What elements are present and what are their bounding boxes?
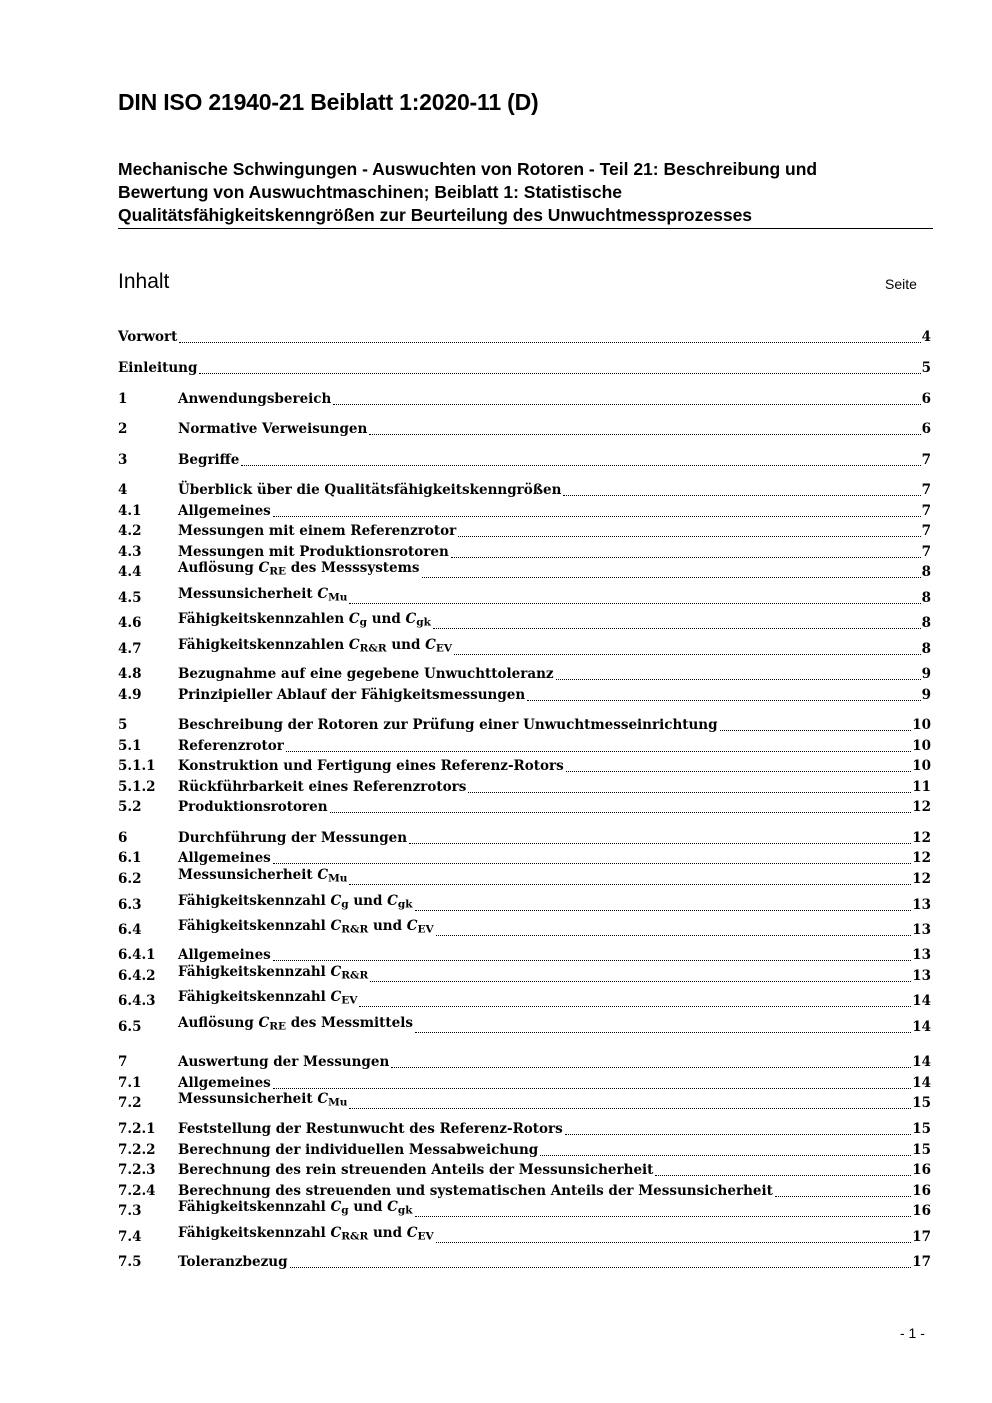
subtitle-line: Bewertung von Auswuchtmaschinen; Beiblatt 1: Statistische (118, 182, 623, 202)
toc-entry-title: Begriffe (178, 452, 240, 468)
toc-entry-title: Fähigkeitskennzahl $C_g$ und $C_{gk}$ (178, 893, 413, 911)
toc-entry-page: 12 (912, 799, 931, 815)
toc-entry-page: 13 (912, 968, 931, 984)
toc-dot-leader (655, 1175, 911, 1176)
toc-entry-title: Einleitung (118, 360, 198, 376)
toc-entry-title: Fähigkeitskennzahl $C_{R\&R}$ und $C_{EV}$ (178, 1225, 434, 1243)
toc-dot-leader (273, 960, 911, 961)
toc-entry[interactable] (118, 754, 931, 775)
toc-entry-number: 4.8 (118, 666, 142, 682)
toc-entry-title: Allgemeines (178, 850, 271, 866)
toc-entry-title: Messungen mit Produktionsrotoren (178, 544, 449, 560)
toc-entry-title: Messunsicherheit $C_{Mu}$ (178, 1091, 348, 1109)
toc-dot-leader (391, 1067, 911, 1068)
toc-entry[interactable] (118, 683, 931, 704)
toc-entry[interactable] (118, 448, 931, 469)
toc-entry[interactable] (118, 1158, 931, 1179)
toc-entry-title: Allgemeines (178, 1075, 271, 1091)
toc-entry-page: 7 (921, 523, 931, 539)
toc-entry-title: Anwendungsbereich (178, 391, 332, 407)
toc-entry-title: Messungen mit einem Referenzrotor (178, 523, 457, 539)
toc-entry[interactable] (118, 943, 931, 964)
toc-dot-leader (241, 465, 920, 466)
subtitle-line: Qualitätsfähigkeitskenngrößen zur Beurteilung des Unwuchtmessprozesses (118, 205, 753, 225)
toc-entry-page: 14 (912, 993, 931, 1009)
toc-entry-number: 6.5 (118, 1019, 142, 1035)
toc-entry-title: Fähigkeitskennzahl $C_g$ und $C_{gk}$ (178, 1199, 413, 1217)
toc-dot-leader (775, 1196, 911, 1197)
toc-entry[interactable] (118, 1050, 931, 1071)
toc-entry[interactable] (118, 964, 931, 985)
toc-entry-page: 15 (912, 1095, 931, 1111)
toc-dot-leader (359, 1006, 911, 1007)
toc-entry[interactable] (118, 519, 931, 540)
toc-dot-leader (436, 935, 912, 936)
toc-entry-page: 4 (921, 329, 931, 345)
toc-entry[interactable] (118, 1091, 931, 1112)
toc-dot-leader (349, 884, 911, 885)
toc-entry-page: 14 (912, 1075, 931, 1091)
toc-entry-page: 12 (912, 830, 931, 846)
toc-entry-number: 5.1.2 (118, 779, 156, 795)
toc-entry[interactable] (118, 1117, 931, 1138)
toc-entry[interactable] (118, 775, 931, 796)
toc-entry-title: Berechnung des streuenden und systematischen Anteils der Messunsicherheit (178, 1183, 773, 1199)
toc-entry-number: 2 (118, 421, 128, 437)
toc-entry[interactable] (118, 713, 931, 734)
toc-entry-page: 8 (921, 641, 931, 657)
toc-dot-leader (468, 792, 911, 793)
toc-entry-number: 6.4.3 (118, 993, 156, 1009)
toc-dot-leader (415, 1032, 911, 1033)
toc-dot-leader (458, 536, 920, 537)
toc-entry-page: 13 (912, 947, 931, 963)
document-title: DIN ISO 21940-21 Beiblatt 1:2020-11 (D) (118, 89, 539, 115)
toc-dot-leader (273, 863, 911, 864)
toc-entry-page: 10 (912, 738, 931, 754)
toc-entry-number: 5.2 (118, 799, 142, 815)
subtitle-line: Mechanische Schwingungen - Auswuchten von Rotoren - Teil 21: Beschreibung und (118, 159, 818, 179)
toc-entry-page: 7 (921, 482, 931, 498)
toc-dot-leader (273, 1088, 911, 1089)
toc-entry-number: 7.5 (118, 1254, 142, 1270)
toc-dot-leader (454, 654, 921, 655)
toc-entry-number: 4.1 (118, 503, 142, 519)
toc-entry-number: 7.1 (118, 1075, 142, 1091)
toc-entry-title: Allgemeines (178, 947, 271, 963)
toc-entry-page: 13 (912, 897, 931, 913)
toc-dot-leader (566, 771, 911, 772)
toc-entry-number: 4.9 (118, 687, 142, 703)
toc-entry-page: 16 (912, 1203, 931, 1219)
toc-entry[interactable] (118, 417, 931, 438)
toc-entry-title: Beschreibung der Rotoren zur Prüfung einer Unwuchtmesseinrichtung (178, 717, 718, 733)
toc-entry-title: Messunsicherheit $C_{Mu}$ (178, 867, 348, 885)
toc-entry[interactable] (118, 1250, 931, 1271)
toc-dot-leader (199, 373, 920, 374)
toc-dot-leader (563, 495, 920, 496)
toc-entry-title: Auflösung $C_{RE}$ des Messmittels (178, 1015, 413, 1033)
toc-entry-number: 4.3 (118, 544, 142, 560)
toc-dot-leader (527, 700, 920, 701)
toc-entry[interactable] (118, 1225, 931, 1246)
toc-entry-title: Feststellung der Restunwucht des Referenz-Rotors (178, 1121, 563, 1137)
toc-entry-number: 5.1 (118, 738, 142, 754)
toc-dot-leader (540, 1155, 911, 1156)
toc-entry-title: Messunsicherheit $C_{Mu}$ (178, 586, 348, 604)
toc-entry[interactable] (118, 478, 931, 499)
toc-entry-page: 14 (912, 1054, 931, 1070)
toc-entry-title: Normative Verweisungen (178, 421, 368, 437)
toc-entry-title: Konstruktion und Fertigung eines Referenz-Rotors (178, 758, 564, 774)
toc-entry-number: 6.1 (118, 850, 142, 866)
toc-entry-number: 7.2.2 (118, 1142, 156, 1158)
toc-entry[interactable] (118, 586, 931, 607)
toc-entry-page: 15 (912, 1142, 931, 1158)
toc-entry[interactable] (118, 499, 931, 520)
toc-dot-leader (370, 981, 911, 982)
toc-entry-title: Fähigkeitskennzahlen $C_g$ und $C_{gk}$ (178, 611, 431, 629)
toc-entry-number: 6.4.1 (118, 947, 156, 963)
toc-entry-title: Vorwort (118, 329, 178, 345)
toc-entry-page: 12 (912, 871, 931, 887)
toc-entry-page: 7 (921, 452, 931, 468)
toc-entry[interactable] (118, 560, 931, 581)
toc-entry-page: 8 (921, 615, 931, 631)
toc-entry[interactable] (118, 734, 931, 755)
toc-entry-number: 7.2.1 (118, 1121, 156, 1137)
toc-entry-number: 5.1.1 (118, 758, 156, 774)
toc-entry[interactable] (118, 611, 931, 632)
toc-entry-number: 7.4 (118, 1229, 142, 1245)
toc-dot-leader (556, 679, 921, 680)
toc-entry-page: 7 (921, 503, 931, 519)
toc-entry[interactable] (118, 893, 931, 914)
toc-entry-number: 1 (118, 391, 128, 407)
toc-entry-title: Berechnung der individuellen Messabweichung (178, 1142, 539, 1158)
toc-entry-page: 17 (912, 1254, 931, 1270)
toc-entry-number: 3 (118, 452, 128, 468)
toc-heading: Inhalt (118, 270, 170, 293)
toc-entry-page: 16 (912, 1162, 931, 1178)
toc-entry-title: Auflösung $C_{RE}$ des Messsystems (178, 560, 420, 578)
toc-entry-title: Durchführung der Messungen (178, 830, 408, 846)
toc-entry-page: 11 (912, 779, 931, 795)
toc-entry-number: 7.2.4 (118, 1183, 156, 1199)
toc-entry-title: Fähigkeitskennzahl $C_{R\&R}$ (178, 964, 369, 982)
toc-entry-page: 7 (921, 544, 931, 560)
toc-entry-title: Prinzipieller Ablauf der Fähigkeitsmessungen (178, 687, 526, 703)
toc-entry-number: 4.5 (118, 590, 142, 606)
toc-entry-page: 6 (921, 391, 931, 407)
toc-entry[interactable] (118, 356, 931, 377)
document-subtitle (118, 158, 933, 229)
toc-entry-page: 8 (921, 564, 931, 580)
toc-entry[interactable] (118, 637, 931, 658)
toc-entry-page: 17 (912, 1229, 931, 1245)
toc-dot-leader (433, 628, 921, 629)
toc-entry-number: 4.6 (118, 615, 142, 631)
toc-dot-leader (720, 730, 912, 731)
toc-entry[interactable] (118, 1138, 931, 1159)
page-column-label: Seite (885, 276, 917, 292)
toc-entry[interactable] (118, 826, 931, 847)
toc-entry-page: 12 (912, 850, 931, 866)
toc-entry[interactable] (118, 1179, 931, 1200)
toc-entry[interactable] (118, 662, 931, 683)
toc-entry[interactable] (118, 918, 931, 939)
toc-entry-number: 5 (118, 717, 128, 733)
toc-entry-number: 4.2 (118, 523, 142, 539)
toc-entry-page: 9 (921, 687, 931, 703)
toc-entry-page: 15 (912, 1121, 931, 1137)
toc-entry-number: 4 (118, 482, 128, 498)
toc-dot-leader (415, 910, 912, 911)
toc-entry-title: Überblick über die Qualitätsfähigkeitskenngrößen (178, 482, 562, 498)
toc-entry-page: 10 (912, 758, 931, 774)
toc-entry-page: 8 (921, 590, 931, 606)
toc-entry[interactable] (118, 1199, 931, 1220)
toc-entry[interactable] (118, 1071, 931, 1092)
toc-entry-number: 4.4 (118, 564, 142, 580)
toc-entry[interactable] (118, 540, 931, 561)
toc-dot-leader (415, 1216, 912, 1217)
toc-entry[interactable] (118, 989, 931, 1010)
toc-entry[interactable] (118, 325, 931, 346)
toc-entry-number: 6.4 (118, 922, 142, 938)
toc-entry-title: Produktionsrotoren (178, 799, 328, 815)
toc-entry-page: 6 (921, 421, 931, 437)
toc-entry-title: Berechnung des rein streuenden Anteils der Messunsicherheit (178, 1162, 654, 1178)
toc-entry-number: 6.4.2 (118, 968, 156, 984)
toc-entry-page: 9 (921, 666, 931, 682)
toc-entry-title: Fähigkeitskennzahl $C_{EV}$ (178, 989, 358, 1007)
toc-entry-title: Auswertung der Messungen (178, 1054, 390, 1070)
toc-entry-number: 7 (118, 1054, 128, 1070)
toc-dot-leader (179, 342, 920, 343)
toc-entry-page: 13 (912, 922, 931, 938)
toc-entry-page: 10 (912, 717, 931, 733)
toc-entry[interactable] (118, 846, 931, 867)
toc-entry-number: 6 (118, 830, 128, 846)
toc-entry[interactable] (118, 1015, 931, 1036)
toc-entry-page: 16 (912, 1183, 931, 1199)
toc-entry[interactable] (118, 795, 931, 816)
toc-entry-page: 5 (921, 360, 931, 376)
toc-entry-title: Toleranzbezug (178, 1254, 288, 1270)
toc-entry-title: Rückführbarkeit eines Referenzrotors (178, 779, 467, 795)
toc-entry-title: Fähigkeitskennzahl $C_{R\&R}$ und $C_{EV}$ (178, 918, 434, 936)
toc-entry-title: Referenzrotor (178, 738, 284, 754)
toc-dot-leader (422, 577, 921, 578)
toc-entry[interactable] (118, 867, 931, 888)
toc-entry-number: 4.7 (118, 641, 142, 657)
toc-dot-leader (330, 812, 912, 813)
toc-dot-leader (451, 557, 921, 558)
toc-entry-page: 14 (912, 1019, 931, 1035)
toc-dot-leader (273, 516, 921, 517)
toc-dot-leader (409, 843, 911, 844)
toc-dot-leader (369, 434, 920, 435)
toc-dot-leader (286, 751, 911, 752)
toc-entry[interactable] (118, 387, 931, 408)
toc-dot-leader (349, 1108, 911, 1109)
toc-entry-number: 7.2.3 (118, 1162, 156, 1178)
toc-entry-number: 7.2 (118, 1095, 142, 1111)
toc-entry-title: Allgemeines (178, 503, 271, 519)
toc-entry-title: Bezugnahme auf eine gegebene Unwuchttoleranz (178, 666, 554, 682)
toc-entry-number: 6.3 (118, 897, 142, 913)
toc-dot-leader (565, 1134, 911, 1135)
toc-entry-number: 7.3 (118, 1203, 142, 1219)
toc-entry-number: 6.2 (118, 871, 142, 887)
toc-entry-title: Fähigkeitskennzahlen $C_{R\&R}$ und $C_{EV}$ (178, 637, 453, 655)
toc-dot-leader (290, 1267, 912, 1268)
toc-dot-leader (436, 1242, 912, 1243)
toc-dot-leader (333, 404, 920, 405)
toc-dot-leader (349, 603, 920, 604)
page-number-footer: - 1 - (900, 1325, 925, 1341)
